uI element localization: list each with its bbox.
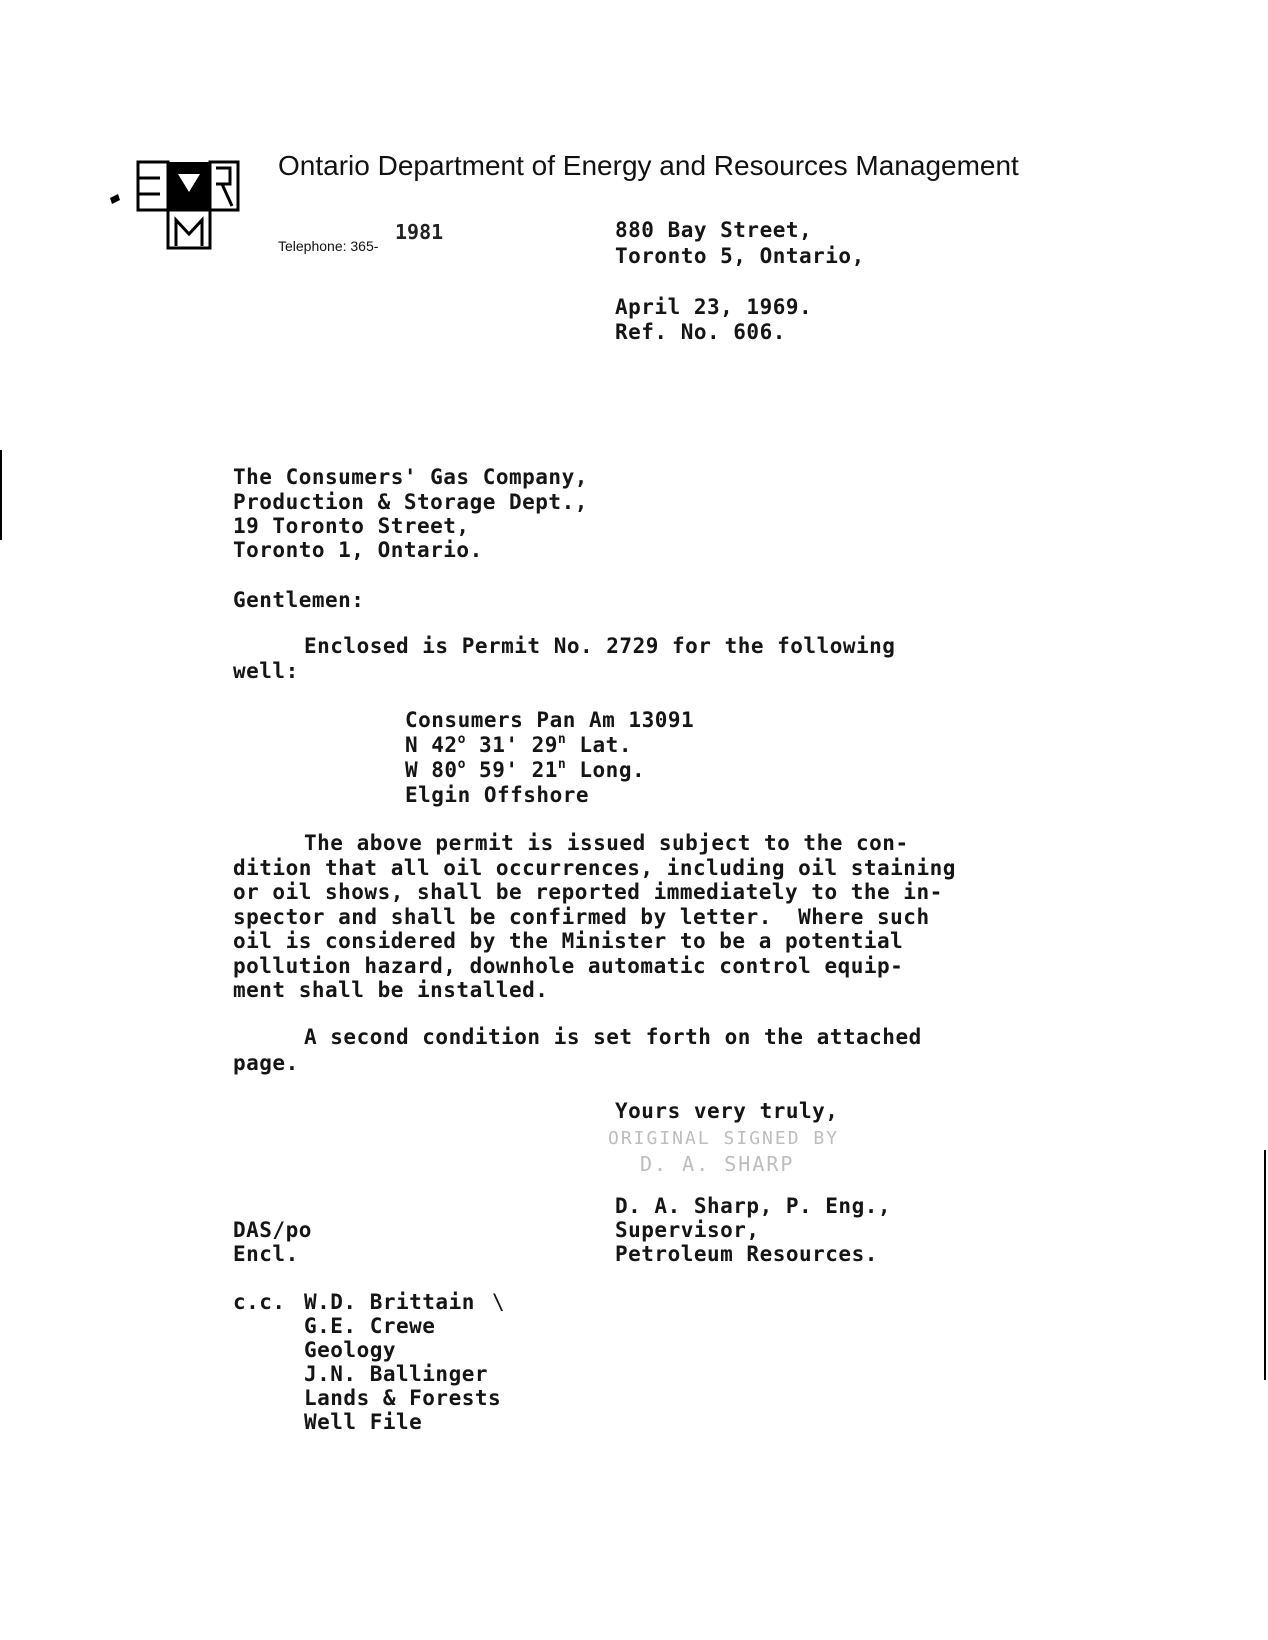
sender-address-line1: 880 Bay Street,: [615, 218, 813, 242]
closing: Yours very truly,: [615, 1099, 839, 1123]
paragraph2-line5: oil is considered by the Minister to be a potential: [233, 929, 904, 953]
well-latitude: N 42$^o$ 31' 29$^n$ Lat.: [405, 732, 632, 757]
cc-item: Geology: [304, 1338, 397, 1362]
paragraph3-line2: page.: [233, 1051, 299, 1075]
paragraph3-line1: A second condition is set forth on the attached: [304, 1025, 922, 1049]
cc-label: c.c.: [233, 1290, 286, 1314]
erm-logo-graphic: [108, 150, 248, 256]
reference-number: Ref. No. 606.: [615, 320, 786, 344]
cc-item: W.D. Brittain: [304, 1290, 475, 1314]
cc-item: J.N. Ballinger: [304, 1362, 489, 1386]
cc-check-mark: \: [492, 1290, 506, 1314]
enclosure-note: Encl.: [233, 1242, 299, 1266]
cc-item: G.E. Crewe: [304, 1314, 436, 1338]
recipient-line3: 19 Toronto Street,: [233, 514, 470, 538]
paragraph2-line6: pollution hazard, downhole automatic control equip-: [233, 954, 904, 978]
paragraph2-line2: dition that all oil occurrences, including oil staining: [233, 856, 956, 880]
paragraph1-line2: well:: [233, 659, 299, 683]
recipient-line1: The Consumers' Gas Company,: [233, 465, 588, 489]
paragraph2-line4: spector and shall be confirmed by letter. Where such: [233, 905, 930, 929]
paragraph2-line3: or oil shows, shall be reported immediately to the in-: [233, 880, 943, 904]
signatory-title: Supervisor,: [615, 1218, 760, 1242]
recipient-line2: Production & Storage Dept.,: [233, 490, 588, 514]
letter-date: April 23, 1969.: [615, 295, 813, 319]
well-location: Elgin Offshore: [405, 783, 590, 807]
telephone-number: 1981: [395, 220, 444, 244]
cc-item: Well File: [304, 1410, 423, 1434]
cc-item: Lands & Forests: [304, 1386, 502, 1410]
telephone-label: Telephone: 365-: [278, 238, 379, 254]
signed-stamp-line1: ORIGINAL SIGNED BY: [608, 1128, 840, 1149]
organization-name: Ontario Department of Energy and Resources Management: [278, 150, 1019, 181]
well-name: Consumers Pan Am 13091: [405, 708, 695, 732]
sender-address-line2: Toronto 5, Ontario,: [615, 244, 865, 268]
paragraph2-line1: The above permit is issued subject to the con-: [304, 831, 909, 855]
signed-stamp-line2: D. A. SHARP: [640, 1152, 795, 1176]
paragraph2-line7: ment shall be installed.: [233, 978, 549, 1002]
left-edge-line: [0, 450, 2, 540]
signatory-division: Petroleum Resources.: [615, 1242, 878, 1266]
recipient-line4: Toronto 1, Ontario.: [233, 538, 483, 562]
typist-initials: DAS/po: [233, 1218, 312, 1242]
erm-logo: [108, 150, 248, 256]
paragraph1-line1: Enclosed is Permit No. 2729 for the following: [304, 634, 896, 658]
well-longitude: W 80$^o$ 59' 21$^n$ Long.: [405, 757, 646, 782]
right-edge-line: [1264, 1150, 1266, 1380]
salutation: Gentlemen:: [233, 588, 365, 612]
signatory-name: D. A. Sharp, P. Eng.,: [615, 1194, 892, 1218]
